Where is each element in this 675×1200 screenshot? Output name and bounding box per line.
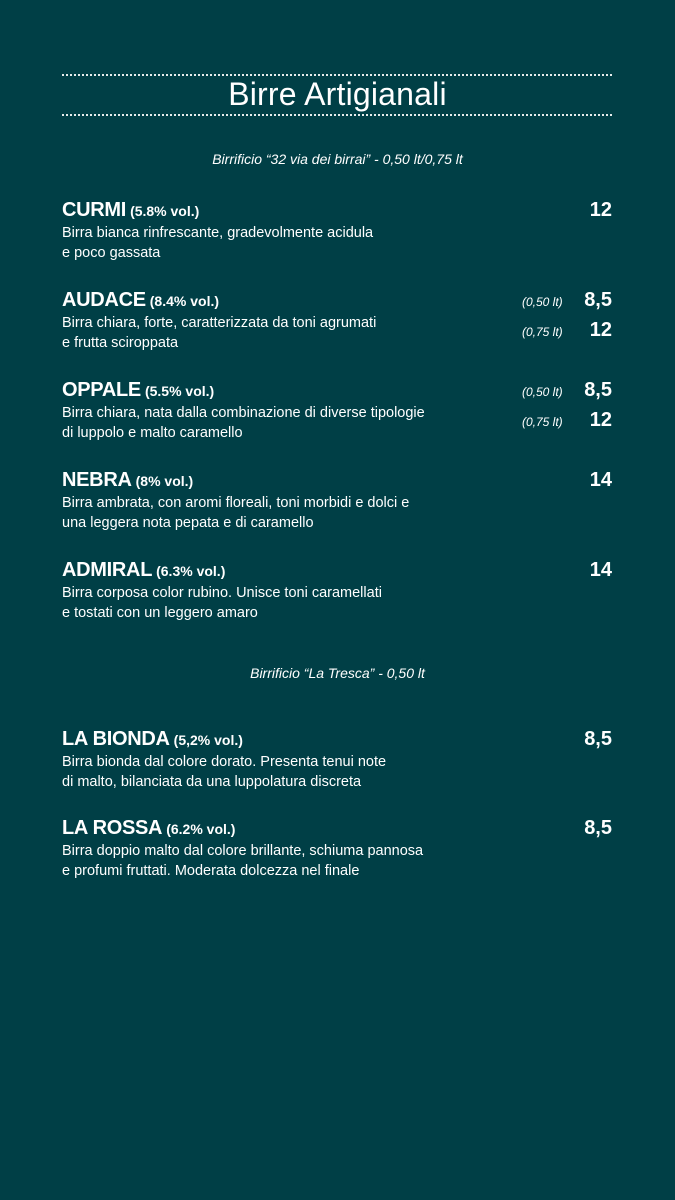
item-description	[62, 404, 462, 443]
brewery-heading: Birrificio “La Tresca” - 0,50 lt	[250, 665, 425, 681]
page-title: Birre Artigianali	[228, 76, 447, 112]
price-size: (0,75 lt)	[522, 415, 563, 429]
item-name: NEBRA	[62, 469, 132, 491]
item-vol: (5,2% vol.)	[173, 732, 243, 748]
item-description	[62, 842, 462, 881]
desc-line: e tostati con un leggero amaro	[62, 604, 258, 621]
item-price: 14	[589, 559, 612, 581]
item-price: 12	[589, 199, 612, 221]
brewery-heading: Birrificio “32 via dei birrai” - 0,50 lt/0,75 lt	[212, 151, 463, 167]
item-vol: (8.4% vol.)	[149, 293, 220, 309]
menu-item	[62, 728, 612, 792]
item-name: CURMI	[62, 199, 127, 221]
item-vol: (6.3% vol.)	[156, 563, 226, 579]
desc-line: Birra ambrata, con aromi floreali, toni morbidi e dolci e	[62, 495, 410, 511]
desc-line: di luppolo e malto caramello	[62, 424, 243, 441]
item-description	[62, 584, 452, 623]
price-size: (0,50 lt)	[522, 295, 563, 309]
price-value: 8,5	[584, 289, 612, 311]
item-description	[62, 494, 462, 533]
menu-item	[62, 379, 612, 443]
desc-line: Birra chiara, forte, caratterizzata da toni agrumati	[62, 315, 377, 331]
item-vol: (6.2% vol.)	[166, 821, 236, 837]
desc-line: di malto, bilanciata da una luppolatura discreta	[62, 773, 362, 790]
desc-line: una leggera nota pepata e di caramello	[62, 514, 314, 531]
price-value: 12	[589, 319, 612, 341]
item-price: 8,5	[584, 728, 612, 750]
item-name: AUDACE	[62, 289, 146, 311]
price-size: (0,75 lt)	[522, 325, 563, 339]
item-description	[62, 224, 452, 263]
item-prices	[522, 289, 612, 349]
item-vol: (8% vol.)	[135, 473, 194, 489]
menu-item	[62, 199, 612, 263]
desc-line: e frutta sciroppata	[62, 334, 179, 351]
desc-line: Birra chiara, nata dalla combinazione di diverse tipologie	[62, 405, 425, 421]
item-vol: (5.5% vol.)	[144, 383, 215, 399]
price-value: 12	[589, 409, 612, 431]
item-price: 8,5	[584, 817, 612, 839]
desc-line: Birra bianca rinfrescante, gradevolmente acidula	[62, 225, 374, 241]
menu-item	[62, 559, 612, 623]
item-prices	[522, 379, 612, 439]
menu-item	[62, 817, 612, 881]
item-vol: (5.8% vol.)	[130, 203, 200, 219]
item-name: LA ROSSA	[62, 817, 163, 839]
item-name: ADMIRAL	[62, 559, 153, 581]
item-description	[62, 314, 452, 353]
desc-line: e poco gassata	[62, 244, 161, 261]
divider-bottom	[62, 114, 612, 116]
desc-line: Birra corposa color rubino. Unisce toni caramellati	[62, 585, 382, 601]
item-name: LA BIONDA	[62, 728, 170, 750]
desc-line: Birra doppio malto dal colore brillante, schiuma pannosa	[62, 843, 424, 859]
menu-item	[62, 289, 612, 353]
item-name: OPPALE	[62, 379, 141, 401]
desc-line: Birra bionda dal colore dorato. Presenta tenui note	[62, 754, 387, 770]
menu-item	[62, 469, 612, 533]
desc-line: e profumi fruttati. Moderata dolcezza nel finale	[62, 862, 360, 879]
price-size: (0,50 lt)	[522, 385, 563, 399]
price-value: 8,5	[584, 379, 612, 401]
item-price: 14	[589, 469, 612, 491]
item-description	[62, 753, 452, 792]
